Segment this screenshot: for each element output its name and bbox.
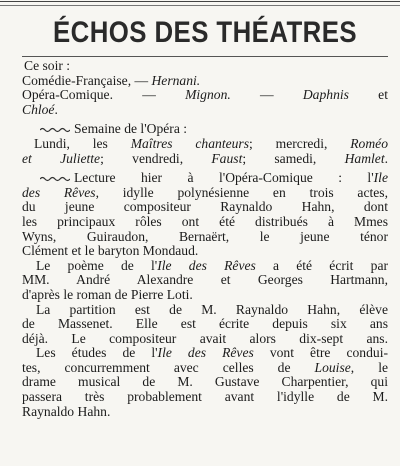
tonight-line-2 (22, 88, 388, 103)
score-section (22, 303, 388, 347)
section-masthead: ÉCHOS DES THÉATRES (52, 16, 358, 49)
week-line-2-a: ; vendredi, (100, 150, 212, 166)
tonight-title-hernani: Hernani. (151, 72, 201, 88)
wavy-ornament-icon (40, 127, 70, 133)
poem-line-1 (22, 259, 388, 274)
poem-line-1-a: Le poème de l' (36, 257, 158, 273)
studies-line-3: drame musical de M. Gustave Charpentier, qui (22, 374, 388, 390)
studies-line-1-b: vont être condui- (253, 345, 388, 361)
reading-line-1 (22, 171, 388, 186)
week-section (22, 122, 388, 166)
studies-line-4: passera très probablement avant l'idylle de M. (22, 389, 388, 405)
week-line-1-a: Lundi, les (34, 135, 131, 151)
week-line-1 (22, 137, 388, 152)
score-line-2: de Massenet. Elle est écrite depuis six ans (22, 316, 388, 332)
tonight-header (22, 59, 388, 74)
week-line-2-b: ; samedi, (242, 150, 345, 166)
week-header (22, 122, 388, 137)
studies-line-2-b: , le (350, 359, 388, 375)
tonight-line-2-text: Opéra-Comique. — (22, 87, 186, 103)
reading-line-2 (22, 186, 388, 201)
week-line-2 (22, 152, 388, 167)
week-title-romeo: Roméo (350, 135, 388, 151)
studies-title-louise: Louise (314, 359, 351, 375)
week-title-hamlet: Hamlet (344, 150, 385, 166)
poem-line-2: MM. André Alexandre et Georges Hartmann, (22, 272, 388, 288)
week-title-maitres: Maîtres chanteurs (130, 135, 250, 151)
reading-line-2-text: , idylle polynésienne en trois actes, (95, 184, 388, 200)
masthead-rule (22, 56, 388, 57)
week-line-2-end: . (384, 150, 389, 166)
tonight-header-text: Ce soir : (24, 58, 71, 73)
week-line-1-b: ; mercredi, (249, 135, 351, 151)
studies-line-1 (22, 346, 388, 361)
studies-title-ile: Ile des Rêves (157, 345, 254, 361)
reading-line-4: les principaux rôles ont été distribués à Mmes (22, 213, 388, 229)
wavy-ornament-icon (40, 176, 70, 182)
tonight-line-1-text: Comédie-Française, — (22, 72, 152, 88)
studies-section (22, 346, 388, 419)
poem-line-3: d'après le roman de Pierre Loti. (22, 286, 193, 302)
score-line-1: La partition est de M. Raynaldo Hahn, élève (36, 301, 388, 317)
week-header-text: Semaine de l'Opéra : (74, 121, 188, 137)
studies-line-2-a: tes, concurremment avec celles de (22, 359, 315, 375)
week-title-faust: Faust (211, 150, 243, 166)
reading-line-5: Wyns, Guiraudon, Bernaërt, le jeune ténor (22, 228, 388, 244)
poem-line-1-b: a été écrit par (255, 257, 389, 273)
reading-title-reves: des Rêves (22, 184, 96, 200)
tonight-section (22, 59, 388, 117)
poem-section (22, 259, 388, 303)
week-title-juliette: et Juliette (22, 150, 101, 166)
tonight-title-mignon: Mignon. (185, 87, 231, 103)
tonight-title-daphnis: Daphnis (302, 87, 349, 103)
studies-line-1-a: Les études de l' (36, 345, 158, 361)
tonight-line-2-end: et (348, 87, 388, 103)
reading-line-3: du jeune compositeur Raynaldo Hahn, dont (22, 199, 388, 215)
tonight-line-2-sep: — (230, 87, 303, 103)
studies-line-2 (22, 361, 388, 376)
reading-section (22, 171, 388, 259)
reading-title-ile: Ile (373, 170, 388, 186)
studies-line-5: Raynaldo Hahn. (22, 403, 111, 419)
reading-line-6: Clément et le baryton Mondaud. (22, 243, 199, 259)
poem-title-ile: Ile des Rêves (157, 257, 256, 273)
reading-line-1-text: Lecture hier à l'Opéra-Comique : l' (74, 170, 374, 186)
tonight-line-3-end: . (54, 101, 58, 117)
tonight-line-3 (22, 103, 388, 118)
tonight-title-chloe: Chloé (22, 101, 55, 117)
tonight-line-1 (22, 74, 388, 89)
score-line-3: déjà. Le compositeur avait alors dix-sept ans. (22, 330, 388, 346)
